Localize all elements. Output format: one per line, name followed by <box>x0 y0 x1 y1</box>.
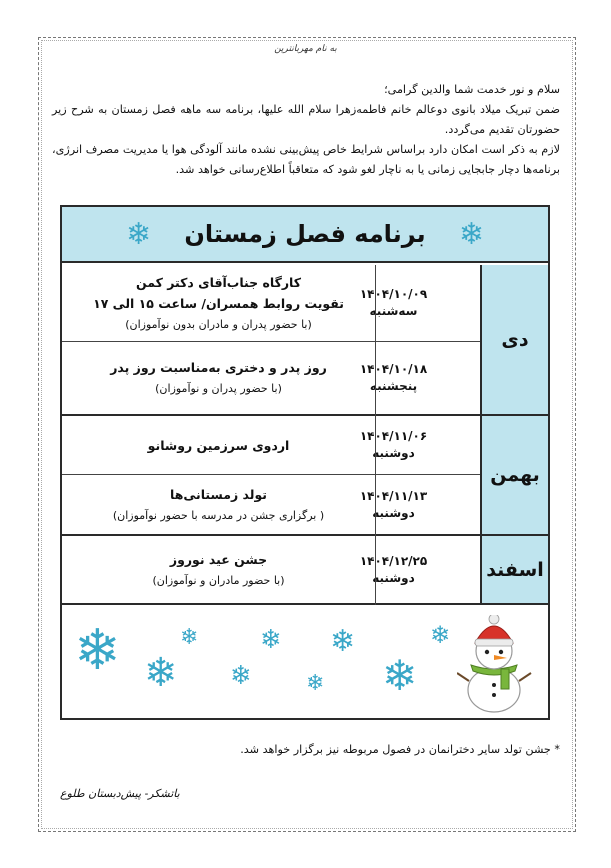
event-date: ۱۴۰۴/۱۱/۱۳ <box>359 488 428 503</box>
snowflake-icon: ❄ <box>144 650 178 696</box>
snowflake-icon: ❄ <box>458 217 484 252</box>
snowflake-icon: ❄ <box>126 217 152 252</box>
month-dey: دی <box>480 265 548 414</box>
snowman-icon <box>457 615 532 715</box>
event-weekday: دوشنبه <box>372 505 415 520</box>
event-note: (با حضور مادران و نوآموزان) <box>152 573 285 587</box>
event-date-cell <box>359 265 428 341</box>
event-title: جشن عید نوروز <box>169 551 268 567</box>
event-date: ۱۴۰۴/۱۱/۰۶ <box>359 429 428 443</box>
event-weekday: دوشنبه <box>372 570 415 585</box>
event-cell <box>62 416 375 474</box>
event-weekday: سه‌شنبه <box>369 304 418 318</box>
table-row <box>62 475 480 534</box>
snowflake-icon: ❄ <box>260 625 282 655</box>
program-title-bar <box>62 207 548 263</box>
bismillah: به نام مهربانترین <box>274 44 337 54</box>
program-table <box>60 205 550 605</box>
table-row <box>62 265 480 341</box>
event-note: (با حضور پدران و مادران بدون نوآموزان) <box>125 317 312 331</box>
event-cell <box>62 536 375 603</box>
event-date-cell <box>359 475 428 534</box>
snowflake-icon: ❄ <box>382 651 418 700</box>
signature: باتشکر- پیش‌دبستان طلوع <box>60 787 180 800</box>
table-row <box>62 416 480 474</box>
event-note: ( برگزاری جشن در مدرسه با حضور نوآموزان) <box>112 508 325 522</box>
month-bahman: بهمن <box>480 416 548 534</box>
intro-text <box>52 80 560 180</box>
event-cell <box>62 342 375 414</box>
event-title: کارگاه جناب‌آقای دکتر کمن <box>136 274 302 290</box>
table-row <box>62 536 480 603</box>
snowflake-icon: ❄ <box>230 661 252 691</box>
event-date: ۱۴۰۴/۱۰/۰۹ <box>359 287 428 301</box>
snowflake-icon: ❄ <box>330 624 356 659</box>
event-date-cell <box>359 416 428 474</box>
event-date: ۱۴۰۴/۱۲/۲۵ <box>359 553 428 568</box>
program-title: برنامه فصل زمستان <box>184 220 426 248</box>
event-date: ۱۴۰۴/۱۰/۱۸ <box>359 362 428 376</box>
event-cell <box>62 475 375 534</box>
event-weekday: دوشنبه <box>372 446 415 460</box>
event-title: روز پدر و دختری به‌مناسبت روز پدر <box>110 360 327 375</box>
snowflake-icon: ❄ <box>306 671 325 696</box>
event-date-cell <box>359 536 428 603</box>
month-esfand: اسفند <box>480 536 548 603</box>
snowflake-icon: ❄ <box>74 618 121 683</box>
footnote: * جشن تولد سایر دخترانمان در فصول مربوطه نیز برگزار خواهد شد. <box>240 743 560 756</box>
event-weekday: پنجشنبه <box>369 379 418 393</box>
greeting: سلام و نور خدمت شما والدین گرامی؛ <box>384 83 560 96</box>
event-title: تولد زمستانی‌ها <box>170 486 267 502</box>
snowflake-icon: ❄ <box>180 625 199 650</box>
table-row <box>62 342 480 414</box>
event-date-cell <box>359 342 428 414</box>
column-divider <box>375 265 376 605</box>
snow-decoration <box>60 605 550 720</box>
event-cell <box>62 265 375 341</box>
event-title: اردوی سرزمین روشانو <box>147 437 290 453</box>
event-note: (با حضور پدران و نوآموزان) <box>155 382 282 395</box>
intro-paragraph-2: لازم به ذکر است امکان دارد براساس شرایط خاص پیش‌بینی نشده مانند آلودگی هوا یا مدیریت مصرف انرژی، برنامه‌ها دچار جابجایی زمانی یا به ناچار لغو شود که متعاقباً اطلاع‌رسانی خواهد شد. <box>52 143 560 176</box>
snowflake-icon: ❄ <box>430 621 451 649</box>
event-subtitle: تقویت روابط همسران/ ساعت ۱۵ الی ۱۷ <box>93 295 344 311</box>
intro-paragraph-1: ضمن تبریک میلاد بانوی دوعالم خانم فاطمه‌زهرا سلام الله علیها، برنامه سه ماهه فصل زمستان به شرح زیر حضورتان تقدیم می‌گردد. <box>52 103 560 136</box>
